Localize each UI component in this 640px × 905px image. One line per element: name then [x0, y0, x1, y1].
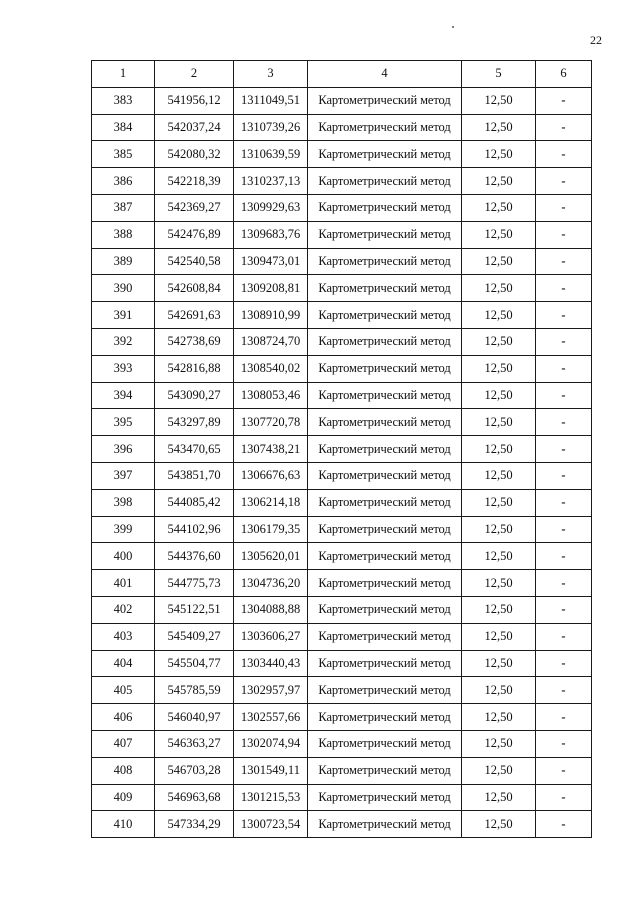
y-coordinate-cell: 1302957,97 [234, 677, 308, 704]
accuracy-cell: 12,50 [462, 543, 536, 570]
method-cell: Картометрический метод [308, 704, 462, 731]
point-number-cell: 399 [92, 516, 155, 543]
y-coordinate-cell: 1311049,51 [234, 87, 308, 114]
y-coordinate-cell: 1310639,59 [234, 141, 308, 168]
point-number-cell: 396 [92, 436, 155, 463]
note-cell: - [536, 328, 592, 355]
method-cell: Картометрический метод [308, 650, 462, 677]
y-coordinate-cell: 1306179,35 [234, 516, 308, 543]
x-coordinate-cell: 542218,39 [155, 168, 234, 195]
x-coordinate-cell: 541956,12 [155, 87, 234, 114]
accuracy-cell: 12,50 [462, 623, 536, 650]
point-number-cell: 406 [92, 704, 155, 731]
method-cell: Картометрический метод [308, 784, 462, 811]
note-cell: - [536, 141, 592, 168]
x-coordinate-cell: 544085,42 [155, 489, 234, 516]
x-coordinate-cell: 542476,89 [155, 221, 234, 248]
note-cell: - [536, 784, 592, 811]
point-number-cell: 386 [92, 168, 155, 195]
table-row [92, 730, 592, 757]
accuracy-cell: 12,50 [462, 382, 536, 409]
x-coordinate-cell: 542540,58 [155, 248, 234, 275]
accuracy-cell: 12,50 [462, 704, 536, 731]
accuracy-cell: 12,50 [462, 275, 536, 302]
point-number-cell: 397 [92, 462, 155, 489]
table-row [92, 596, 592, 623]
table-row [92, 704, 592, 731]
table-row [92, 382, 592, 409]
column-header-6: 6 [536, 61, 592, 88]
y-coordinate-cell: 1310237,13 [234, 168, 308, 195]
note-cell: - [536, 114, 592, 141]
accuracy-cell: 12,50 [462, 570, 536, 597]
point-number-cell: 394 [92, 382, 155, 409]
y-coordinate-cell: 1301215,53 [234, 784, 308, 811]
note-cell: - [536, 355, 592, 382]
table-row [92, 328, 592, 355]
note-cell: - [536, 623, 592, 650]
table-row [92, 811, 592, 838]
accuracy-cell: 12,50 [462, 730, 536, 757]
accuracy-cell: 12,50 [462, 462, 536, 489]
x-coordinate-cell: 542080,32 [155, 141, 234, 168]
note-cell: - [536, 730, 592, 757]
table-row [92, 141, 592, 168]
note-cell: - [536, 194, 592, 221]
table-row [92, 114, 592, 141]
accuracy-cell: 12,50 [462, 302, 536, 329]
method-cell: Картометрический метод [308, 275, 462, 302]
table-row [92, 248, 592, 275]
method-cell: Картометрический метод [308, 382, 462, 409]
x-coordinate-cell: 542037,24 [155, 114, 234, 141]
method-cell: Картометрический метод [308, 302, 462, 329]
table-row [92, 87, 592, 114]
x-coordinate-cell: 543851,70 [155, 462, 234, 489]
point-number-cell: 407 [92, 730, 155, 757]
method-cell: Картометрический метод [308, 596, 462, 623]
x-coordinate-cell: 544376,60 [155, 543, 234, 570]
table-row [92, 275, 592, 302]
y-coordinate-cell: 1308910,99 [234, 302, 308, 329]
column-header-4: 4 [308, 61, 462, 88]
note-cell: - [536, 489, 592, 516]
note-cell: - [536, 382, 592, 409]
note-cell: - [536, 275, 592, 302]
x-coordinate-cell: 543090,27 [155, 382, 234, 409]
table-row [92, 168, 592, 195]
note-cell: - [536, 409, 592, 436]
note-cell: - [536, 168, 592, 195]
y-coordinate-cell: 1303440,43 [234, 650, 308, 677]
note-cell: - [536, 516, 592, 543]
note-cell: - [536, 677, 592, 704]
point-number-cell: 393 [92, 355, 155, 382]
accuracy-cell: 12,50 [462, 596, 536, 623]
table-row [92, 462, 592, 489]
note-cell: - [536, 570, 592, 597]
table-header-row [92, 61, 592, 88]
point-number-cell: 403 [92, 623, 155, 650]
accuracy-cell: 12,50 [462, 87, 536, 114]
y-coordinate-cell: 1304088,88 [234, 596, 308, 623]
accuracy-cell: 12,50 [462, 141, 536, 168]
accuracy-cell: 12,50 [462, 114, 536, 141]
x-coordinate-cell: 542608,84 [155, 275, 234, 302]
y-coordinate-cell: 1307438,21 [234, 436, 308, 463]
y-coordinate-cell: 1303606,27 [234, 623, 308, 650]
page-number: 22 [590, 33, 602, 47]
y-coordinate-cell: 1308724,70 [234, 328, 308, 355]
column-header-5: 5 [462, 61, 536, 88]
accuracy-cell: 12,50 [462, 757, 536, 784]
table-row [92, 221, 592, 248]
method-cell: Картометрический метод [308, 677, 462, 704]
point-number-cell: 405 [92, 677, 155, 704]
point-number-cell: 409 [92, 784, 155, 811]
accuracy-cell: 12,50 [462, 355, 536, 382]
x-coordinate-cell: 545122,51 [155, 596, 234, 623]
y-coordinate-cell: 1302557,66 [234, 704, 308, 731]
accuracy-cell: 12,50 [462, 248, 536, 275]
method-cell: Картометрический метод [308, 543, 462, 570]
method-cell: Картометрический метод [308, 355, 462, 382]
point-number-cell: 384 [92, 114, 155, 141]
note-cell: - [536, 248, 592, 275]
y-coordinate-cell: 1301549,11 [234, 757, 308, 784]
table-row [92, 677, 592, 704]
method-cell: Картометрический метод [308, 757, 462, 784]
point-number-cell: 410 [92, 811, 155, 838]
column-header-3: 3 [234, 61, 308, 88]
method-cell: Картометрический метод [308, 114, 462, 141]
method-cell: Картометрический метод [308, 194, 462, 221]
method-cell: Картометрический метод [308, 462, 462, 489]
table-row [92, 570, 592, 597]
y-coordinate-cell: 1309683,76 [234, 221, 308, 248]
table-row [92, 757, 592, 784]
point-number-cell: 387 [92, 194, 155, 221]
y-coordinate-cell: 1304736,20 [234, 570, 308, 597]
method-cell: Картометрический метод [308, 730, 462, 757]
x-coordinate-cell: 547334,29 [155, 811, 234, 838]
y-coordinate-cell: 1306676,63 [234, 462, 308, 489]
x-coordinate-cell: 545409,27 [155, 623, 234, 650]
point-number-cell: 383 [92, 87, 155, 114]
note-cell: - [536, 704, 592, 731]
y-coordinate-cell: 1308053,46 [234, 382, 308, 409]
point-number-cell: 390 [92, 275, 155, 302]
method-cell: Картометрический метод [308, 570, 462, 597]
y-coordinate-cell: 1308540,02 [234, 355, 308, 382]
accuracy-cell: 12,50 [462, 436, 536, 463]
coordinates-table [91, 60, 592, 838]
x-coordinate-cell: 545785,59 [155, 677, 234, 704]
method-cell: Картометрический метод [308, 409, 462, 436]
method-cell: Картометрический метод [308, 248, 462, 275]
scan-speck [452, 26, 454, 28]
x-coordinate-cell: 545504,77 [155, 650, 234, 677]
table-row [92, 409, 592, 436]
point-number-cell: 395 [92, 409, 155, 436]
y-coordinate-cell: 1309929,63 [234, 194, 308, 221]
point-number-cell: 392 [92, 328, 155, 355]
note-cell: - [536, 596, 592, 623]
accuracy-cell: 12,50 [462, 409, 536, 436]
method-cell: Картометрический метод [308, 623, 462, 650]
method-cell: Картометрический метод [308, 436, 462, 463]
point-number-cell: 385 [92, 141, 155, 168]
x-coordinate-cell: 543297,89 [155, 409, 234, 436]
y-coordinate-cell: 1310739,26 [234, 114, 308, 141]
point-number-cell: 388 [92, 221, 155, 248]
x-coordinate-cell: 542369,27 [155, 194, 234, 221]
note-cell: - [536, 436, 592, 463]
x-coordinate-cell: 542816,88 [155, 355, 234, 382]
table-row [92, 355, 592, 382]
y-coordinate-cell: 1307720,78 [234, 409, 308, 436]
note-cell: - [536, 87, 592, 114]
x-coordinate-cell: 546963,68 [155, 784, 234, 811]
point-number-cell: 389 [92, 248, 155, 275]
table-row [92, 543, 592, 570]
point-number-cell: 391 [92, 302, 155, 329]
table-row [92, 650, 592, 677]
accuracy-cell: 12,50 [462, 516, 536, 543]
table-row [92, 194, 592, 221]
method-cell: Картометрический метод [308, 489, 462, 516]
note-cell: - [536, 462, 592, 489]
method-cell: Картометрический метод [308, 141, 462, 168]
table-row [92, 623, 592, 650]
column-header-2: 2 [155, 61, 234, 88]
x-coordinate-cell: 546703,28 [155, 757, 234, 784]
note-cell: - [536, 811, 592, 838]
method-cell: Картометрический метод [308, 516, 462, 543]
y-coordinate-cell: 1309473,01 [234, 248, 308, 275]
method-cell: Картометрический метод [308, 168, 462, 195]
method-cell: Картометрический метод [308, 87, 462, 114]
x-coordinate-cell: 544775,73 [155, 570, 234, 597]
note-cell: - [536, 543, 592, 570]
y-coordinate-cell: 1300723,54 [234, 811, 308, 838]
x-coordinate-cell: 546040,97 [155, 704, 234, 731]
x-coordinate-cell: 542738,69 [155, 328, 234, 355]
table-row [92, 784, 592, 811]
x-coordinate-cell: 543470,65 [155, 436, 234, 463]
accuracy-cell: 12,50 [462, 489, 536, 516]
table-row [92, 489, 592, 516]
accuracy-cell: 12,50 [462, 194, 536, 221]
note-cell: - [536, 757, 592, 784]
accuracy-cell: 12,50 [462, 677, 536, 704]
point-number-cell: 398 [92, 489, 155, 516]
y-coordinate-cell: 1305620,01 [234, 543, 308, 570]
table-row [92, 302, 592, 329]
accuracy-cell: 12,50 [462, 784, 536, 811]
point-number-cell: 402 [92, 596, 155, 623]
column-header-1: 1 [92, 61, 155, 88]
table-body [92, 87, 592, 837]
method-cell: Картометрический метод [308, 811, 462, 838]
point-number-cell: 401 [92, 570, 155, 597]
method-cell: Картометрический метод [308, 328, 462, 355]
y-coordinate-cell: 1306214,18 [234, 489, 308, 516]
x-coordinate-cell: 544102,96 [155, 516, 234, 543]
note-cell: - [536, 650, 592, 677]
method-cell: Картометрический метод [308, 221, 462, 248]
y-coordinate-cell: 1309208,81 [234, 275, 308, 302]
accuracy-cell: 12,50 [462, 811, 536, 838]
point-number-cell: 408 [92, 757, 155, 784]
point-number-cell: 400 [92, 543, 155, 570]
table-row [92, 436, 592, 463]
note-cell: - [536, 302, 592, 329]
point-number-cell: 404 [92, 650, 155, 677]
table-row [92, 516, 592, 543]
accuracy-cell: 12,50 [462, 328, 536, 355]
x-coordinate-cell: 546363,27 [155, 730, 234, 757]
accuracy-cell: 12,50 [462, 168, 536, 195]
y-coordinate-cell: 1302074,94 [234, 730, 308, 757]
x-coordinate-cell: 542691,63 [155, 302, 234, 329]
note-cell: - [536, 221, 592, 248]
accuracy-cell: 12,50 [462, 221, 536, 248]
accuracy-cell: 12,50 [462, 650, 536, 677]
